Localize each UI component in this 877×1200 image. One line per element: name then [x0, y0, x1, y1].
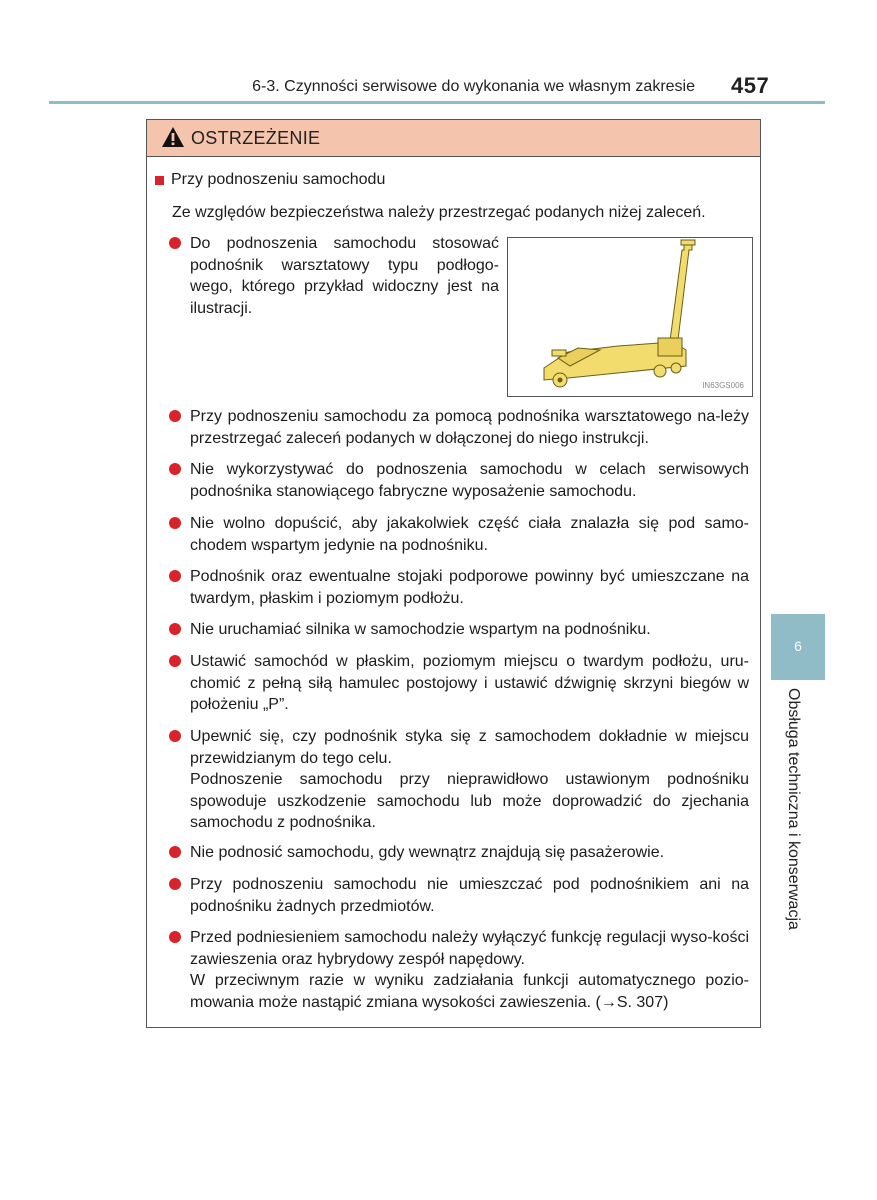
chapter-label: Obsługa techniczna i konserwacja: [785, 688, 802, 930]
bullet-icon: [169, 655, 181, 667]
list-item-text: Nie wolno dopuścić, aby jakakolwiek część ciała znalazła się pod samo-chodem wspartym jedynie na podnośniku.: [190, 515, 749, 554]
list-item: [169, 874, 749, 917]
intro-text: Ze względów bezpieczeństwa należy przestrzegać podanych niżej zaleceń.: [172, 204, 706, 221]
running-header: 6-3. Czynności serwisowe do wykonania we własnym zakresie: [252, 78, 695, 95]
list-item: [169, 842, 749, 864]
bullet-icon: [169, 878, 181, 890]
warning-header: [147, 120, 760, 157]
list-item-text: Nie wykorzystywać do podnoszenia samochodu w celach serwisowych podnośnika stanowiącego fabryczne wyposażenie samochodu.: [190, 461, 749, 500]
list-item: [169, 619, 749, 641]
list-item-text: Do podnoszenia samochodu stosować podnośnik warsztatowy typu podłogo-wego, którego przykład widoczny jest na ilustracji.: [190, 235, 499, 317]
warning-box: [146, 119, 761, 1028]
list-item: [169, 406, 749, 449]
list-item-text: Upewnić się, czy podnośnik styka się z samochodem dokładnie w miejscu przewidzianym do tego celu.: [190, 728, 749, 767]
list-item: [169, 726, 749, 834]
header-rule: [49, 101, 825, 104]
warning-title: OSTRZEŻENIE: [191, 128, 321, 148]
page-number: 457: [731, 73, 770, 98]
bullet-icon: [169, 623, 181, 635]
list-item-text: Nie uruchamiać silnika w samochodzie wspartym na podnośniku.: [190, 621, 651, 638]
list-item-text: Przy podnoszeniu samochodu za pomocą podnośnika warsztatowego na-leży przestrzegać zaleceń podanych w dołączonej do niego instrukcji.: [190, 408, 749, 447]
chapter-number: 6: [794, 638, 802, 654]
chapter-tab: [771, 614, 825, 680]
bullet-icon: [169, 931, 181, 943]
list-item-text: Podnoszenie samochodu przy nieprawidłowo ustawionym podnośniku spowoduje uszkodzenie samochodu lub może doprowadzić do zjechania samochodu z podnośnika.: [190, 771, 749, 831]
bullet-icon: [169, 846, 181, 858]
section-bullet-icon: [155, 176, 164, 185]
list-item: [169, 566, 749, 609]
bullet-icon: [169, 570, 181, 582]
section-title: Przy podnoszeniu samochodu: [171, 171, 386, 188]
list-item: [169, 927, 749, 1013]
list-item-text: Przed podniesieniem samochodu należy wyłączyć funkcję regulacji wyso-kości zawieszenia oraz hybrydowy zespół napędowy.: [190, 929, 749, 968]
bullet-icon: [169, 730, 181, 742]
list-item-text: W przeciwnym razie w wyniku zadziałania funkcji automatycznego pozio-mowania może nastąpić zmiana wysokości zawieszenia. (→S. 307): [190, 972, 749, 1011]
list-item-text: Podnośnik oraz ewentualne stojaki podporowe powinny być umieszczane na twardym, płaskim i poziomym podłożu.: [190, 568, 749, 607]
list-item: [169, 459, 749, 502]
list-item: [169, 233, 499, 319]
warning-triangle-icon: [161, 126, 185, 148]
floor-jack-illustration: [507, 237, 753, 397]
list-item: [169, 651, 749, 716]
bullet-icon: [169, 463, 181, 475]
figure-code: IN63GS006: [702, 381, 744, 390]
bullet-icon: [169, 237, 181, 249]
bullet-icon: [169, 517, 181, 529]
list-item: [169, 513, 749, 556]
floor-jack-drawing: [508, 238, 752, 396]
list-item-text: Ustawić samochód w płaskim, poziomym miejscu o twardym podłożu, uru-chomić z pełną siłą hamulec postojowy i ustawić dźwignię skrzyni biegów w położeniu „P”.: [190, 653, 749, 713]
bullet-icon: [169, 410, 181, 422]
list-item-text: Przy podnoszeniu samochodu nie umieszczać pod podnośnikiem ani na podnośniku żadnych przedmiotów.: [190, 876, 749, 915]
list-item-text: Nie podnosić samochodu, gdy wewnątrz znajdują się pasażerowie.: [190, 844, 665, 861]
